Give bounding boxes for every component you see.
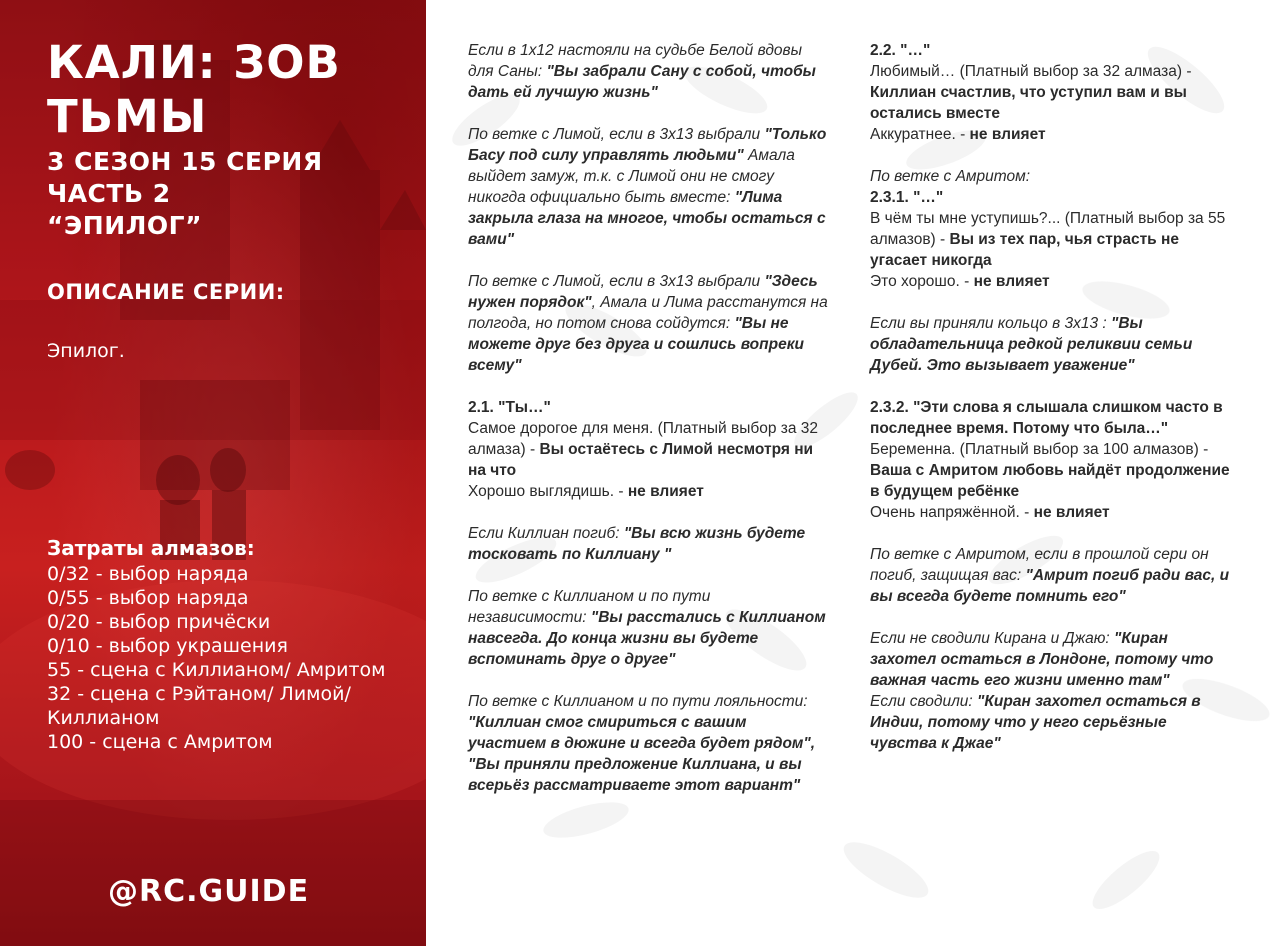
episode-name: “ЭПИЛОГ” xyxy=(47,211,203,240)
season-episode-line: 3 СЕЗОН 15 СЕРИЯ xyxy=(47,147,323,176)
guide-title: КАЛИ: ЗОВ ТЬМЫ xyxy=(47,36,341,143)
choice-block: 2.2. "…" Любимый… (Платный выбор за 32 алмаза) - Киллиан счастлив, что уступил вам и вы остались вместе Аккуратнее. - не влияет xyxy=(870,40,1232,145)
story-outcome: По ветке с Амритом, если в прошлой сери он погиб, защищая вас: "Амрит погиб ради вас, и вы всегда будете помнить его" xyxy=(870,546,1230,605)
cost-item: 100 - сцена с Амритом xyxy=(47,731,273,753)
cost-item: 0/55 - выбор наряда xyxy=(47,587,249,609)
choice-block: 2.1. "Ты…" Самое дорогое для меня. (Платный выбор за 32 алмаза) - Вы остаётесь с Лимой несмотря ни на что Хорошо выглядишь. - не влияет xyxy=(468,397,828,502)
story-outcome: По ветке с Киллианом и по пути независимости: "Вы расстались с Киллианом навсегда. До конца жизни вы будете вспоминать друг о друге" xyxy=(468,588,826,668)
choice-heading: 2.1. "Ты…" xyxy=(468,399,551,416)
choice-block: 2.3.2. "Эти слова я слышала слишком часто в последнее время. Потому что была…" Беременна. (Платный выбор за 100 алмазов) - Ваша с Амритом любовь найдёт продолжение в будущем ребёнке Очень напряжённой. - не влияет xyxy=(870,397,1232,523)
story-outcome: По ветке с Киллианом и по пути лояльности: "Киллиан смог смириться с вашим участием в дюжине и всегда будет рядом", "Вы приняли предложение Киллиана, и вы всерьёз рассматриваете этот вариант" xyxy=(468,693,816,794)
cost-item: 0/10 - выбор украшения xyxy=(47,635,288,657)
cost-item: 0/32 - выбор наряда xyxy=(47,563,249,585)
story-outcome: Если вы приняли кольцо в 3х13 : "Вы обладательница редкой реликвии семьи Дубей. Это вызывает уважение" xyxy=(870,315,1193,374)
cost-item: 0/20 - выбор причёски xyxy=(47,611,271,633)
choice-block: По ветке с Амритом: 2.3.1. "…" В чём ты мне уступишь?... (Платный выбор за 55 алмазов) - Вы из тех пар, чья страсть не угасает никогда Это хорошо. - не влияет xyxy=(870,166,1232,292)
content-column-2 xyxy=(870,40,1232,775)
story-outcome: Если Киллиан погиб: "Вы всю жизнь будете тосковать по Киллиану " xyxy=(468,525,806,563)
content-area xyxy=(426,0,1280,946)
choice-heading: 2.2. "…" xyxy=(870,42,931,59)
description-text: Эпилог. xyxy=(47,340,125,362)
story-outcome: По ветке с Лимой, если в 3х13 выбрали "Только Басу под силу управлять людьми" Амала выйдет замуж, т.к. с Лимой они не смогу никогда официально быть вместе: "Лима закрыла глаза на многое, чтобы остаться с вами" xyxy=(468,126,827,248)
part-line: ЧАСТЬ 2 xyxy=(47,179,171,208)
cost-item: 55 - сцена с Киллианом/ Амритом xyxy=(47,659,386,681)
story-outcome: Если не сводили Кирана и Джаю: "Киран захотел остаться в Лондоне, потому что важная часть его жизни именно там" Если сводили: "Киран захотел остаться в Индии, потому что у него серьёзные чувства к Джае" xyxy=(870,630,1214,752)
description-heading: ОПИСАНИЕ СЕРИИ: xyxy=(47,280,285,304)
cost-item: 32 - сцена с Рэйтаном/ Лимой/ Киллианом xyxy=(47,683,351,729)
diamond-costs-heading: Затраты алмазов: xyxy=(47,536,255,560)
story-outcome: По ветке с Лимой, если в 3х13 выбрали "Здесь нужен порядок", Амала и Лима расстанутся на полгода, но потом снова сойдутся: "Вы не можете друг без друга и сошлись вопреки всему" xyxy=(468,273,828,374)
diamond-costs-list xyxy=(47,562,407,754)
episode-subtitle xyxy=(47,146,417,242)
guide-handle: @RC.GUIDE xyxy=(108,874,310,909)
content-column-1 xyxy=(468,40,828,817)
choice-heading: 2.3.2. "Эти слова я слышала слишком часто в последнее время. Потому что была…" xyxy=(870,399,1223,437)
story-outcome: Если в 1х12 настояли на судьбе Белой вдовы для Саны: "Вы забрали Сану с собой, чтобы дать ей лучшую жизнь" xyxy=(468,42,816,101)
left-panel xyxy=(0,0,426,946)
choice-heading: 2.3.1. "…" xyxy=(870,189,944,206)
